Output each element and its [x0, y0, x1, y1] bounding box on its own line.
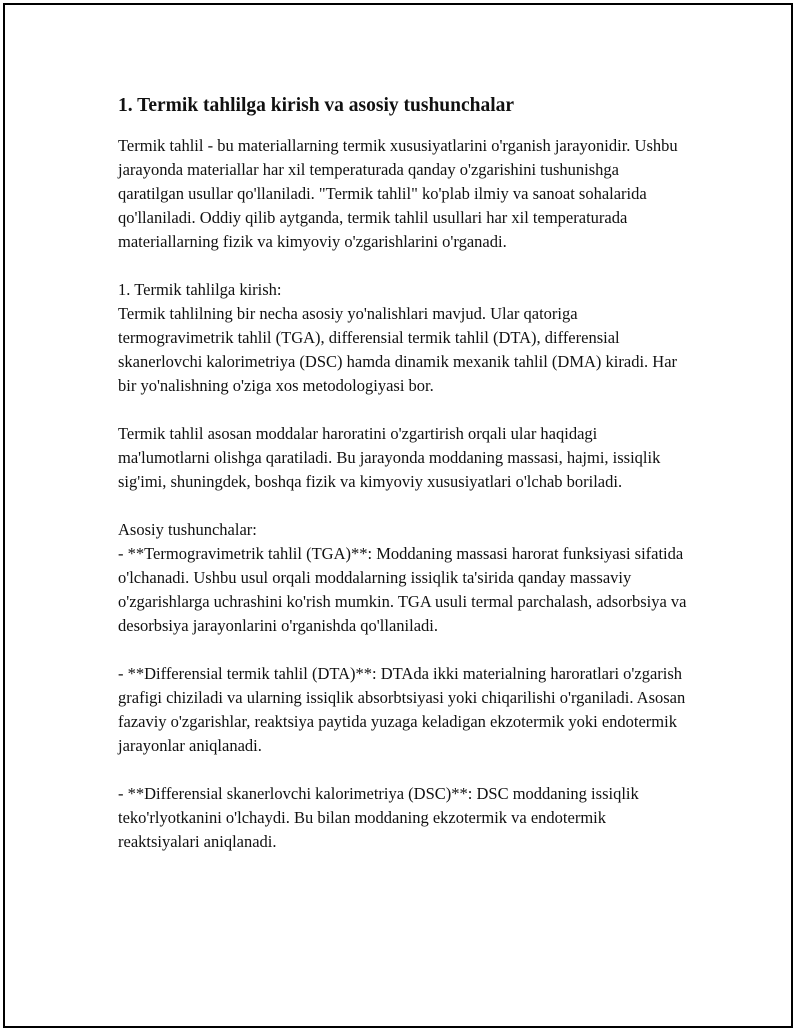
- paragraph-tga: Asosiy tushunchalar: - **Termogravimetrik tahlil (TGA)**: Moddaning massasi harorat funksiyasi sifatida o'lchanadi. Ushbu usul orqali moddalarning issiqlik ta'sirida qanday massaviy o'zgarishlarga uchrashini ko'rish mumkin. TGA usuli termal parchalash, adsorbsiya va desorbsiya jarayonlarini o'rganishda qo'llaniladi.: [118, 520, 687, 635]
- document-title: 1. Termik tahlilga kirish va asosiy tushunchalar: [118, 95, 515, 116]
- paragraph-dta: - **Differensial termik tahlil (DTA)**: DTAda ikki materialning haroratlari o'zgarish grafigi chiziladi va ularning issiqlik absorbtsiyasi yoki chiqarilishi o'rganiladi. Asosan fazaviy o'zgarishlar, reaktsiya paytida yuzaga keladigan ekzotermik yoki endotermik jarayonlar aniqlanadi.: [118, 664, 686, 755]
- document-body: [118, 92, 688, 878]
- paragraph-dsc: - **Differensial skanerlovchi kalorimetriya (DSC)**: DSC moddaning issiqlik teko'rlyotkanini o'lchaydi. Bu bilan moddaning ekzotermik va endotermik reaktsiyalari aniqlanadi.: [118, 784, 639, 851]
- paragraph-section-intro: 1. Termik tahlilga kirish: Termik tahlilning bir necha asosiy yo'nalishlari mavjud. Ular qatoriga termogravimetrik tahlil (TGA), differensial termik tahlil (DTA), differensial skanerlovchi kalorimetriya (DSC) hamda dinamik mexanik tahlil (DMA) kiradi. Har bir yo'nalishning o'ziga xos metodologiyasi bor.: [118, 280, 678, 395]
- paragraph-intro: Termik tahlil - bu materiallarning termik xususiyatlarini o'rganish jarayonidir. Ushbu jarayonda materiallar har xil temperaturada qanday o'zgarishini tushunishga qaratilgan usullar qo'llaniladi. "Termik tahlil" ko'plab ilmiy va sanoat sohalarida qo'llaniladi. Oddiy qilib aytganda, termik tahlil usullari har xil temperaturada materiallarning fizik va kimyoviy o'zgarishlarini o'rganadi.: [118, 136, 678, 251]
- paragraph-temperature: Termik tahlil asosan moddalar haroratini o'zgartirish orqali ular haqidagi ma'lumotlarni olishga qaratiladi. Bu jarayonda moddaning massasi, hajmi, issiqlik sig'imi, shuningdek, boshqa fizik va kimyoviy xususiyatlari o'lchab boriladi.: [118, 424, 661, 491]
